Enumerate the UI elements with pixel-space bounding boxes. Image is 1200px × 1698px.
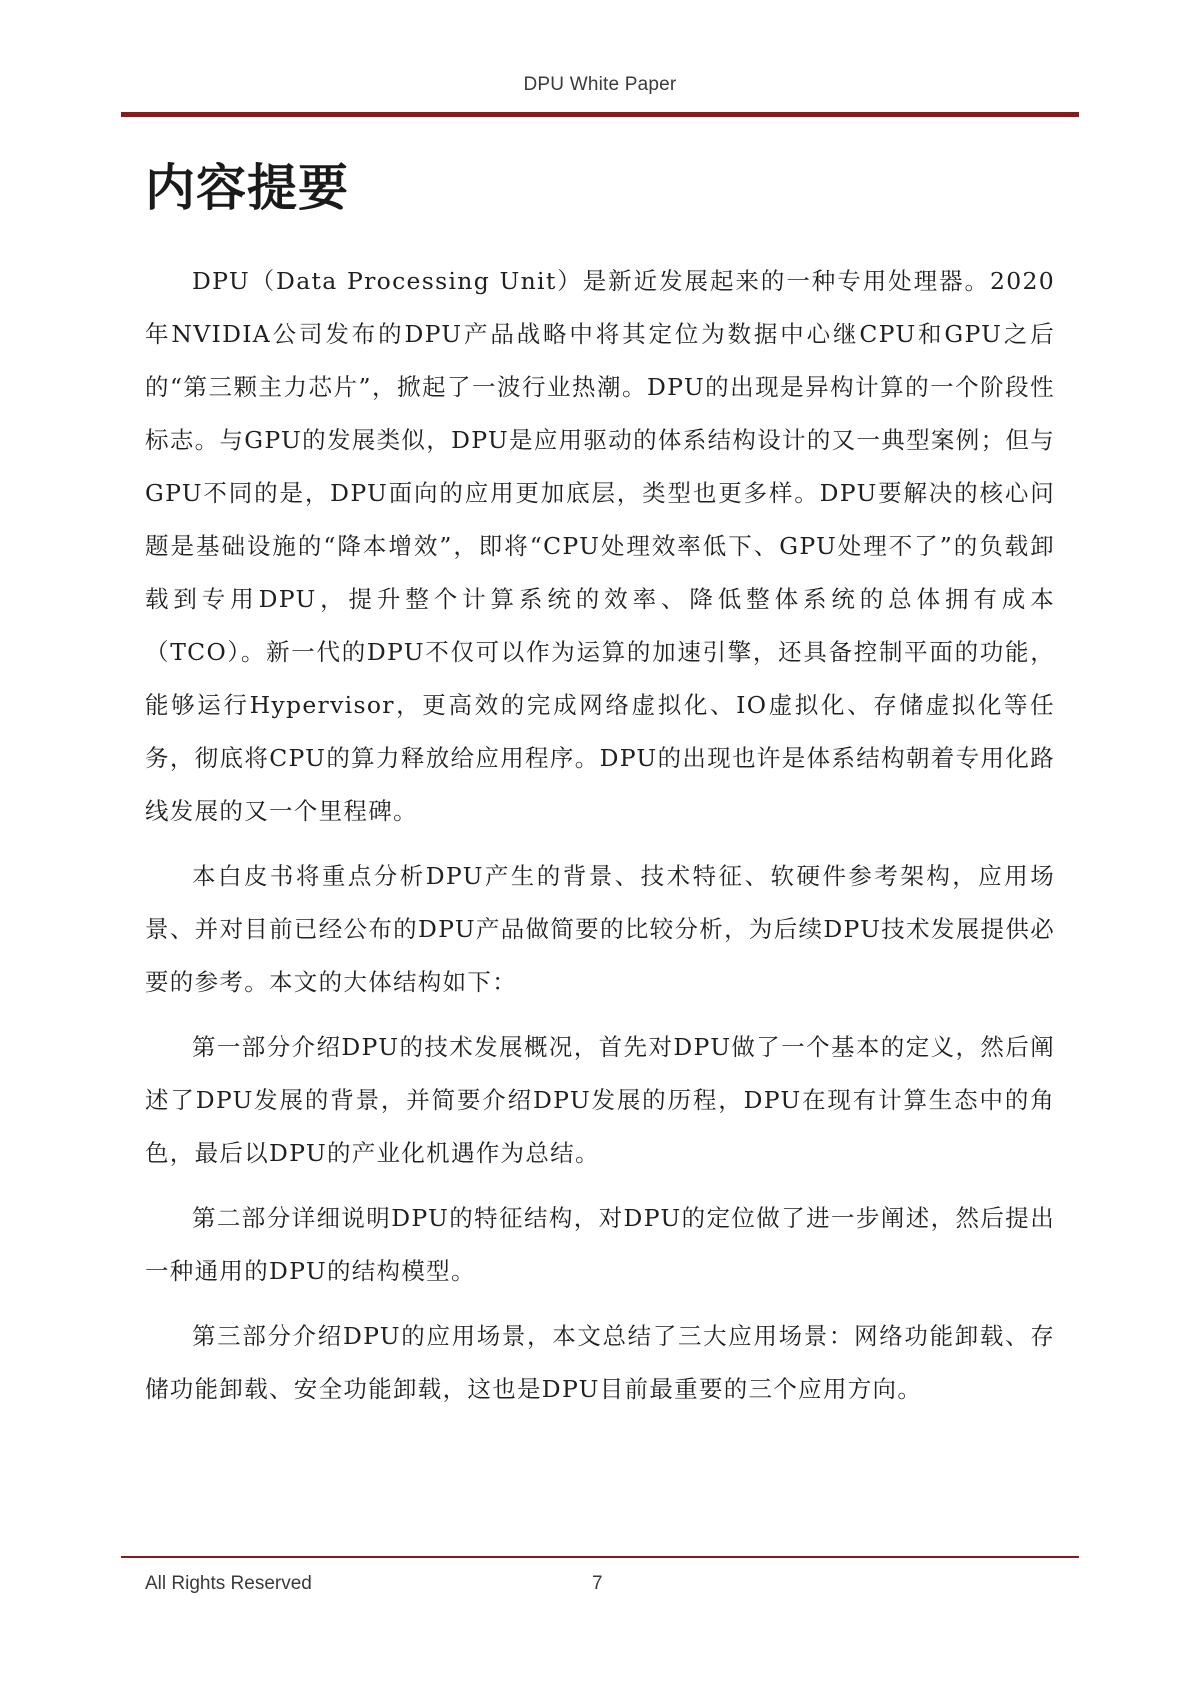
paragraph-summary: DPU（Data Processing Unit）是新近发展起来的一种专用处理器。2020年NVIDIA公司发布的DPU产品战略中将其定位为数据中心继CPU和GPU之后的“第三颗主力芯片”，掀起了一波行业热潮。DPU的出现是异构计算的一个阶段性标志。与GPU的发展类似，DPU是应用驱动的体系结构设计的又一典型案例；但与GPU不同的是，DPU面向的应用更加底层，类型也更多样。DPU要解决的核心问题是基础设施的“降本增效”，即将“CPU处理效率低下、GPU处理不了”的负载卸载到专用DPU，提升整个计算系统的效率、降低整体系统的总体拥有成本（TCO）。新一代的DPU不仅可以作为运算的加速引擎，还具备控制平面的功能，能够运行Hypervisor，更高效的完成网络虚拟化、IO虚拟化、存储虚拟化等任务，彻底将CPU的算力释放给应用程序。DPU的出现也许是体系结构朝着专用化路线发展的又一个里程碑。 (145, 267, 1055, 825)
paragraph-scope: 本白皮书将重点分析DPU产生的背景、技术特征、软硬件参考架构，应用场景、并对目前已经公布的DPU产品做简要的比较分析，为后续DPU技术发展提供必要的参考。本文的大体结构如下： (145, 862, 1055, 996)
footer-divider (121, 1556, 1079, 1558)
section-heading: 内容提要 (145, 158, 349, 217)
body-text (145, 255, 1055, 1428)
paragraph-part-one: 第一部分介绍DPU的技术发展概况，首先对DPU做了一个基本的定义，然后阐述了DPU发展的背景，并简要介绍DPU发展的历程，DPU在现有计算生态中的角色，最后以DPU的产业化机遇作为总结。 (145, 1033, 1055, 1167)
running-header-title: DPU White Paper (523, 74, 677, 95)
header-divider (121, 112, 1079, 117)
paragraph-part-two: 第二部分详细说明DPU的特征结构，对DPU的定位做了进一步阐述，然后提出一种通用的DPU的结构模型。 (145, 1204, 1055, 1285)
footer-rights: All Rights Reserved (145, 1573, 312, 1594)
paragraph-part-three: 第三部分介绍DPU的应用场景，本文总结了三大应用场景：网络功能卸载、存储功能卸载、安全功能卸载，这也是DPU目前最重要的三个应用方向。 (145, 1322, 1055, 1403)
page-number: 7 (592, 1573, 603, 1594)
